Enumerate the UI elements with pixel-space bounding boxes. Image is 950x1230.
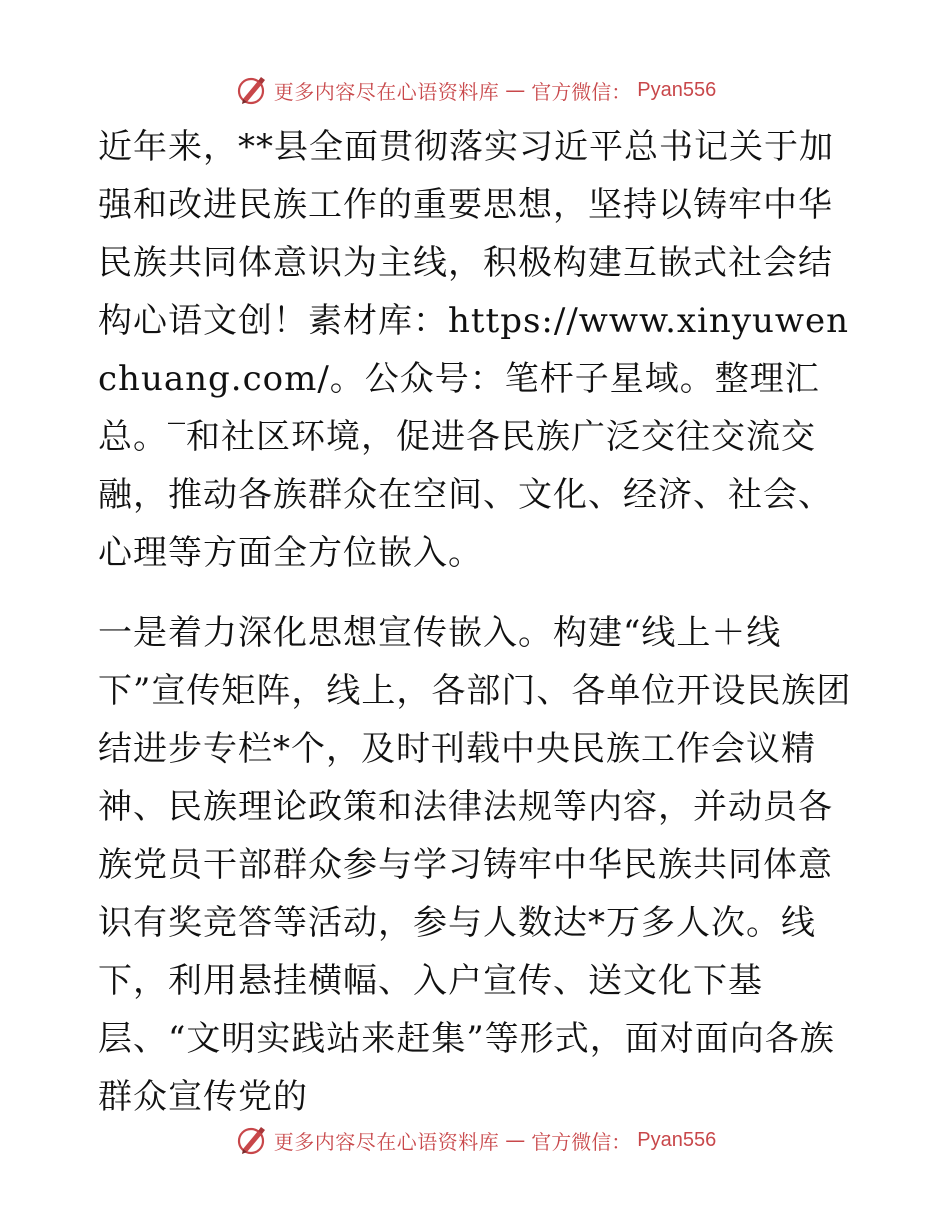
footer-wechat-label: 官方微信： <box>531 1129 632 1154</box>
footer-wechat-id: Pyan556 <box>637 1128 717 1151</box>
footer-banner-dash: — <box>505 1128 526 1152</box>
header-banner-dash: — <box>505 78 526 102</box>
header-wechat-id: Pyan556 <box>637 78 717 101</box>
pen-circle-logo-icon <box>234 1123 268 1157</box>
paragraph-point-one: 一是着力深化思想宣传嵌入。构建“线上＋线下”宣传矩阵，线上，各部门、各单位开设民族团结进步专栏*个，及时刊载中央民族工作会议精神、民族理论政策和法律法规等内容，并动员各族党员干部群众参与学习铸牢中华民族共同体意识有奖竞答等活动，参与人数达*万多人次。线下，利用悬挂横幅、入户宣传、送文化下基层、“文明实践站来赶集”等形式，面对面向各族群众宣传党的 <box>98 613 852 1117</box>
paragraph-intro: 近年来，**县全面贯彻落实习近平总书记关于加强和改进民族工作的重要思想，坚持以铸牢中华民族共同体意识为主线，积极构建互嵌式社会结构心语文创！素材库：https://www.xinyuwenchuang.com/。公众号：笔杆子星域。整理汇总。‾和社区环境，促进各民族广泛交往交流交融，推动各族群众在空间、文化、经济、社会、心理等方面全方位嵌入。 <box>98 127 850 573</box>
header-banner <box>0 70 950 110</box>
pen-circle-logo-icon <box>234 73 268 107</box>
header-banner-text: 更多内容尽在心语资料库 <box>273 79 500 104</box>
footer-banner <box>0 1120 950 1160</box>
footer-banner-text: 更多内容尽在心语资料库 <box>273 1129 500 1154</box>
document-body <box>98 118 858 1126</box>
header-wechat-label: 官方微信： <box>531 79 632 104</box>
